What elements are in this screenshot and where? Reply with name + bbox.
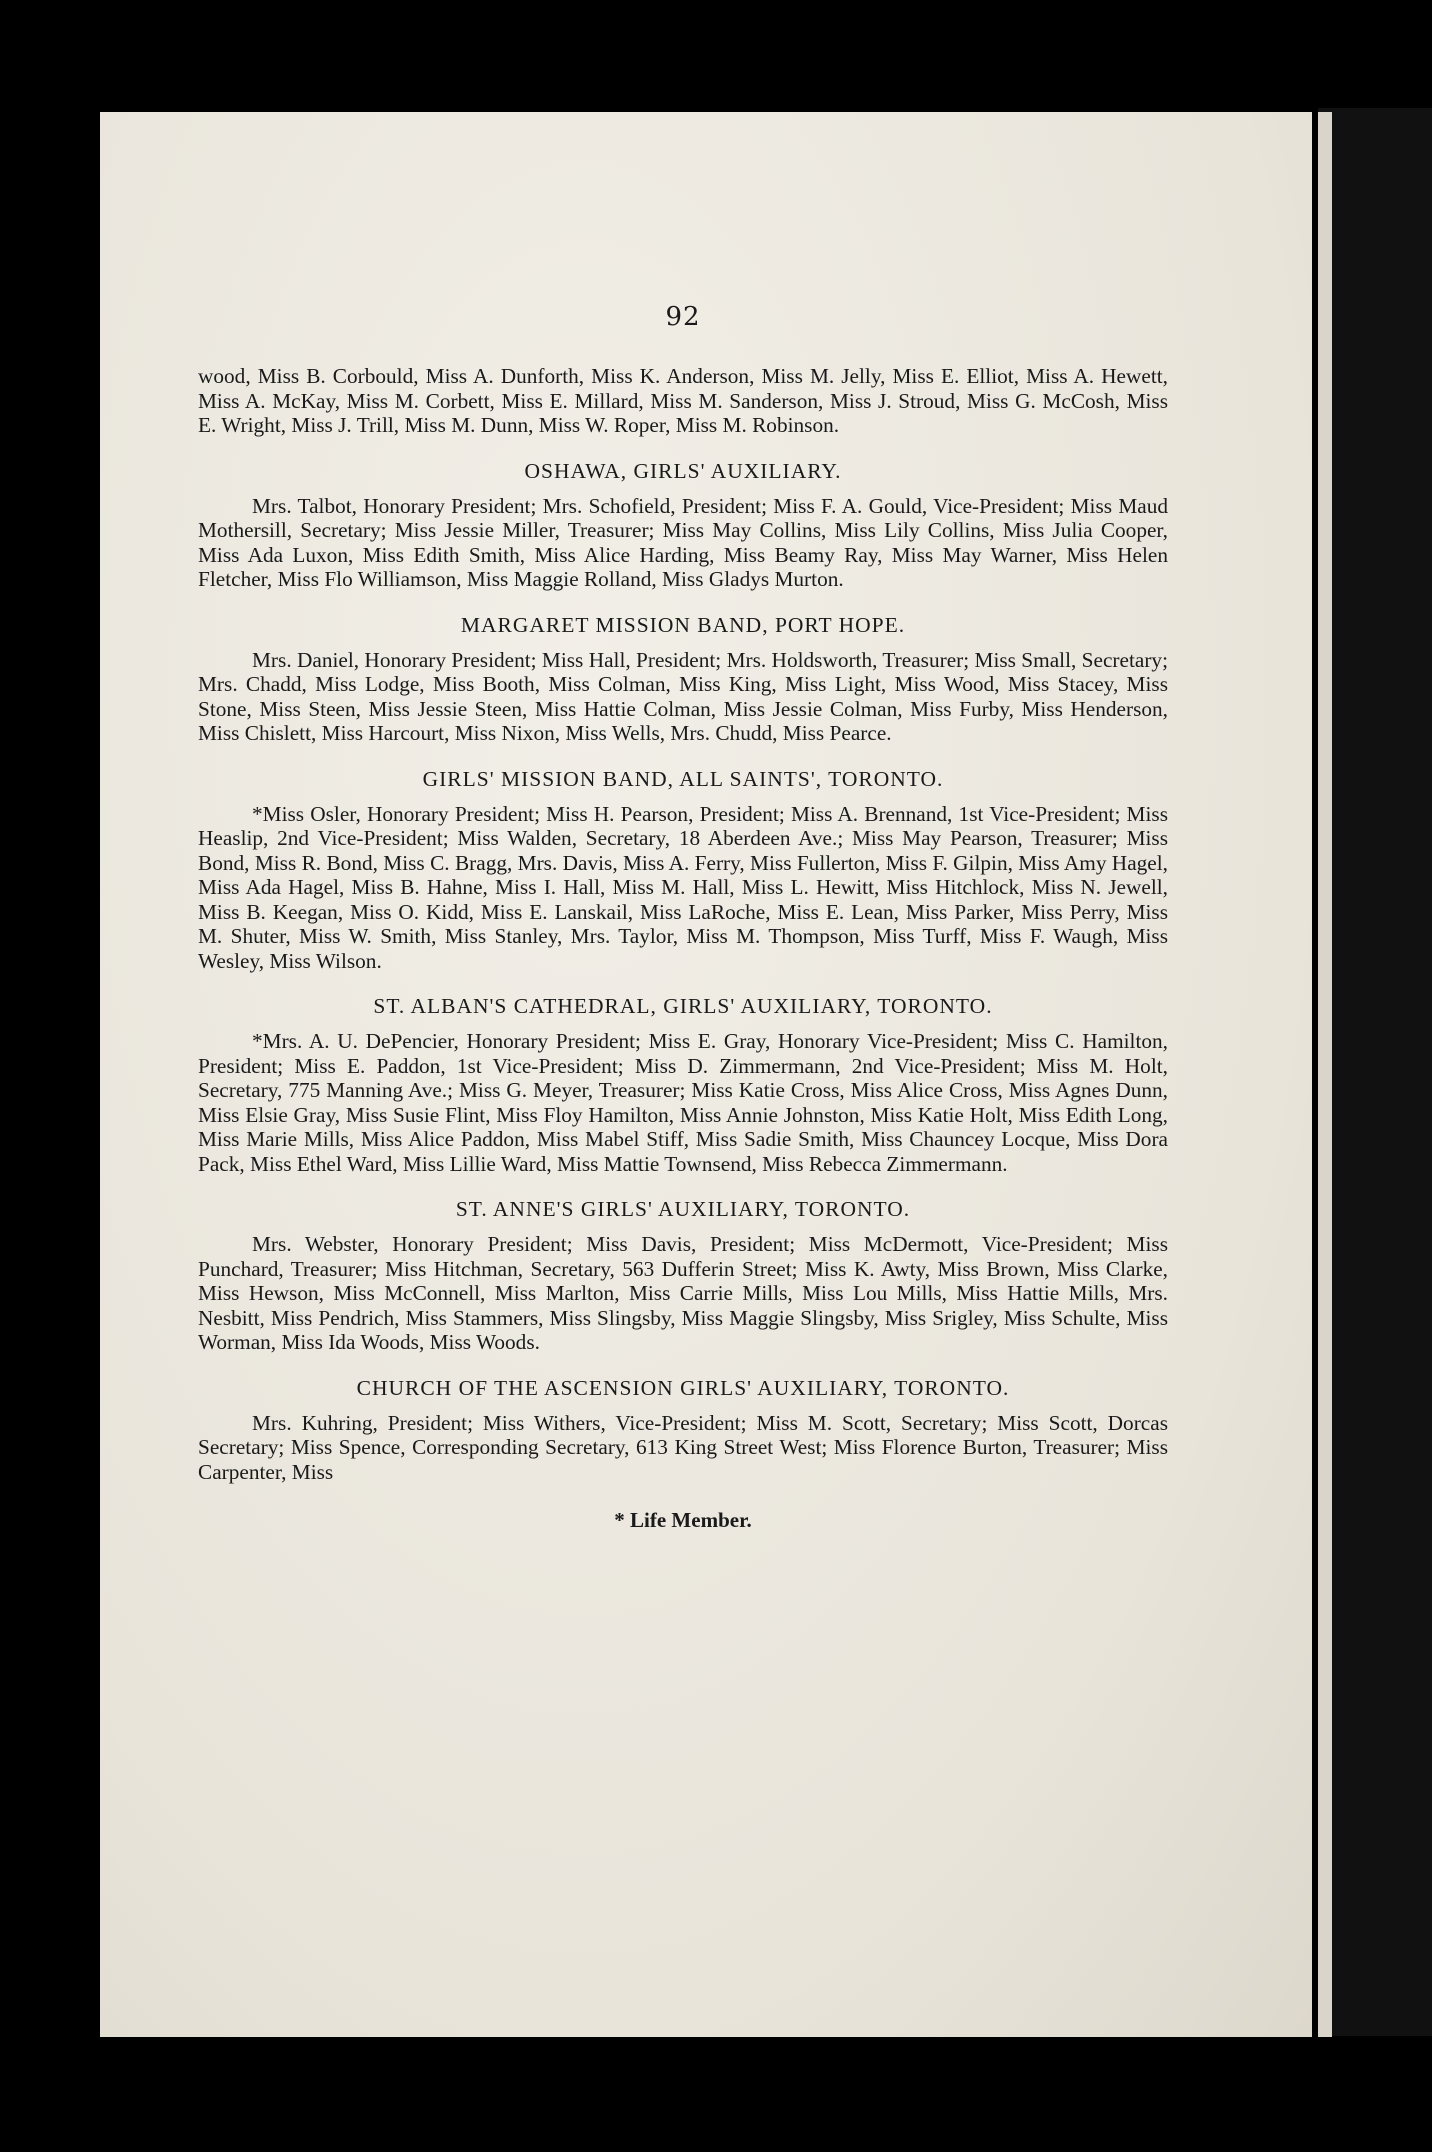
adjacent-page-edge [1318,112,1332,2037]
section-oshawa [198,458,1168,592]
intro-paragraph: wood, Miss B. Corbould, Miss A. Dunforth, Miss K. Anderson, Miss M. Jelly, Miss E. Elliot, Miss A. Hewett, Miss A. McKay, Miss M. Corbett, Miss E. Millard, Miss M. Sanderson, Miss J. Stroud, Miss G. McCosh, Miss E. Wright, Miss J. Trill, Miss M. Dunn, Miss W. Roper, Miss M. Robinson. [198,364,1168,437]
section-title: ST. ANNE'S GIRLS' AUXILIARY, TORONTO. [455,1197,911,1221]
section-body: *Mrs. A. U. DePencier, Honorary President; Miss E. Gray, Honorary Vice-President; Miss C. Hamilton, President; Miss E. Paddon, 1st Vice-President; Miss D. Zimmermann, 2nd Vice-President; Miss M. Holt, Secretary, 775 Manning Ave.; Miss G. Meyer, Treasurer; Miss Katie Cross, Miss Alice Cross, Miss Agnes Dunn, Miss Elsie Gray, Miss Susie Flint, Miss Floy Hamilton, Miss Annie Johnston, Miss Katie Holt, Miss Edith Long, Miss Marie Mills, Miss Alice Paddon, Miss Mabel Stiff, Miss Sadie Smith, Miss Chauncey Locque, Miss Dora Pack, Miss Ethel Ward, Miss Lillie Ward, Miss Mattie Townsend, Miss Rebecca Zimmermann. [198,1029,1168,1176]
section-body: Mrs. Webster, Honorary President; Miss Davis, President; Miss McDermott, Vice-President; Miss Punchard, Treasurer; Miss Hitchman, Secretary, 563 Dufferin Street; Miss K. Awty, Miss Brown, Miss Clarke, Miss Hewson, Miss McConnell, Miss Marlton, Miss Carrie Mills, Miss Lou Mills, Miss Hattie Mills, Mrs. Nesbitt, Miss Pendrich, Miss Stammers, Miss Slingsby, Miss Maggie Slingsby, Miss Srigley, Miss Schulte, Miss Worman, Miss Ida Woods, Miss Woods. [198,1232,1168,1354]
section-all-saints [198,766,1168,974]
page-content [198,302,1168,1533]
section-body: Mrs. Daniel, Honorary President; Miss Hall, President; Mrs. Holdsworth, Treasurer; Miss Small, Secretary; Mrs. Chadd, Miss Lodge, Miss Booth, Miss Colman, Miss King, Miss Light, Miss Wood, Miss Stacey, Miss Stone, Miss Steen, Miss Jessie Steen, Miss Hattie Colman, Miss Jessie Colman, Miss Furby, Miss Henderson, Miss Chislett, Miss Harcourt, Miss Nixon, Miss Wells, Mrs. Chudd, Miss Pearce. [198,647,1168,745]
section-margaret-mission-band [198,612,1168,746]
section-body: Mrs. Kuhring, President; Miss Withers, Vice-President; Miss M. Scott, Secretary; Miss Scott, Dorcas Secretary; Miss Spence, Corresponding Secretary, 613 King Street West; Miss Florence Burton, Treasurer; Miss Carpenter, Miss [198,1410,1168,1484]
footnote: * Life Member. [614,1508,752,1532]
section-body: Mrs. Talbot, Honorary President; Mrs. Schofield, President; Miss F. A. Gould, Vice-President; Miss Maud Mothersill, Secretary; Miss Jessie Miller, Treasurer; Miss May Collins, Miss Lily Collins, Miss Julia Cooper, Miss Ada Luxon, Miss Edith Smith, Miss Alice Harding, Miss Beamy Ray, Miss May Warner, Miss Helen Fletcher, Miss Flo Williamson, Miss Maggie Rolland, Miss Gladys Murton. [198,493,1168,591]
section-title: CHURCH OF THE ASCENSION GIRLS' AUXILIARY, TORONTO. [356,1375,1010,1400]
section-st-albans [198,993,1168,1176]
section-title: OSHAWA, GIRLS' AUXILIARY. [524,458,842,483]
section-body: *Miss Osler, Honorary President; Miss H. Pearson, President; Miss A. Brennand, 1st Vice-President; Miss Heaslip, 2nd Vice-President; Miss Walden, Secretary, 18 Aberdeen Ave.; Miss May Pearson, Treasurer; Miss Bond, Miss R. Bond, Miss C. Bragg, Mrs. Davis, Miss A. Ferry, Miss Fullerton, Miss F. Gilpin, Miss Amy Hagel, Miss Ada Hagel, Miss B. Hahne, Miss I. Hall, Miss M. Hall, Miss L. Hewitt, Miss Hitchlock, Miss N. Jewell, Miss B. Keegan, Miss O. Kidd, Miss E. Lanskail, Miss LaRoche, Miss E. Lean, Miss Parker, Miss Perry, Miss M. Shuter, Miss W. Smith, Miss Stanley, Mrs. Taylor, Miss M. Thompson, Miss Turff, Miss F. Waugh, Miss Wesley, Miss Wilson. [198,801,1168,973]
page-number: 92 [665,302,701,332]
section-title: MARGARET MISSION BAND, PORT HOPE. [460,612,906,637]
scan-border [1318,108,1432,2036]
section-church-of-ascension [198,1375,1168,1485]
section-title: GIRLS' MISSION BAND, ALL SAINTS', TORONTO. [422,766,944,791]
section-title: ST. ALBAN'S CATHEDRAL, GIRLS' AUXILIARY, TORONTO. [373,994,993,1018]
section-st-annes [198,1196,1168,1355]
